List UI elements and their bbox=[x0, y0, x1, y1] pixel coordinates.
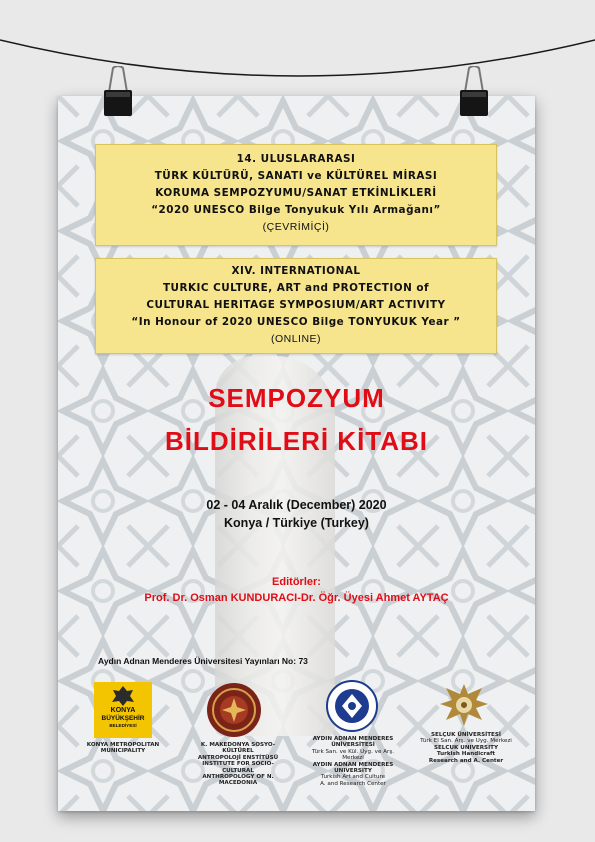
publisher-note: Aydın Adnan Menderes Üniversitesi Yayınları No: 73 bbox=[98, 656, 308, 666]
box-tr-line4: “2020 UNESCO Bilge Tonyukuk Yılı Armağanı” bbox=[151, 204, 441, 216]
adu-caption-line4: AYDIN ADNAN MENDERES bbox=[312, 761, 394, 768]
konya-caption-line1: KONYA METROPOLITAN bbox=[86, 742, 160, 748]
selcuk-university-logo bbox=[438, 680, 490, 730]
macedonia-caption-line4: ANTHROPOLOGY OF N. MACEDONIA bbox=[202, 774, 274, 787]
adu-caption-line7: A. and Research Center bbox=[320, 780, 386, 787]
konya-caption bbox=[80, 742, 166, 755]
konya-badge-line1: KONYA bbox=[110, 707, 136, 714]
selcuk-caption-line1: SELÇUK ÜNİVERSİTESİ bbox=[431, 732, 501, 738]
adu-caption-line5: UNIVERSITY bbox=[334, 768, 372, 775]
adnan-menderes-university-logo bbox=[326, 680, 378, 732]
turkish-title-box bbox=[95, 144, 497, 246]
macedonia-caption-line2: ANTROPOLOJİ ENSTİTÜSÜ bbox=[197, 754, 279, 761]
konya-badge-line2: BÜYÜKŞEHİR bbox=[101, 715, 145, 722]
selcuk-caption-line4: Turkish Handicraft bbox=[436, 751, 496, 758]
selcuk-caption-line2: Türk El San. Arş. ve Uyg. Merkezi bbox=[420, 738, 512, 745]
adnan-menderes-caption bbox=[308, 736, 398, 787]
main-title-line2: BİLDİRİLERİ KİTABI bbox=[164, 426, 429, 456]
english-title-box bbox=[95, 258, 497, 354]
box-en-line4: “In Honour of 2020 UNESCO Bilge TONYUKUK Year ” bbox=[131, 316, 461, 328]
poster bbox=[58, 96, 535, 811]
main-title-line1: SEMPOZYUM bbox=[208, 383, 385, 413]
box-en-line3: CULTURAL HERITAGE SYMPOSIUM/ART ACTIVITY bbox=[146, 299, 446, 311]
adu-caption-line3: Türk San. ve Kül. Uyg. ve Arş. Merkezi bbox=[311, 748, 395, 762]
date-line: 02 - 04 Aralık (December) 2020 bbox=[206, 498, 387, 512]
box-tr-line5: (ÇEVRİMİÇİ) bbox=[262, 221, 330, 233]
editors-label: Editörler: bbox=[272, 576, 321, 588]
right-binder-clip-icon bbox=[459, 66, 489, 118]
selcuk-caption-line5: Research and A. Center bbox=[428, 757, 504, 764]
macedonia-caption-line3: INSTITUTE FOR SOCIO-CULTURAL bbox=[202, 761, 274, 774]
konya-emblem-icon bbox=[110, 685, 136, 707]
box-en-line5: (ONLINE) bbox=[270, 333, 322, 345]
konya-badge-line3: BELEDİYESİ bbox=[109, 722, 137, 728]
konya-municipality-logo bbox=[94, 682, 152, 738]
adu-caption-line1: AYDIN ADNAN MENDERES bbox=[312, 736, 394, 742]
adu-caption-line2: ÜNİVERSİTESİ bbox=[331, 742, 375, 749]
macedonia-caption bbox=[190, 742, 286, 787]
macedonia-caption-line1: K. MAKEDONYA SOSYO-KÜLTÜREL bbox=[200, 742, 276, 755]
box-tr-line2: TÜRK KÜLTÜRÜ, SANATI ve KÜLTÜREL MİRASI bbox=[154, 170, 438, 182]
editors-names: Prof. Dr. Osman KUNDURACI-Dr. Öğr. Üyesi Ahmet AYTAÇ bbox=[144, 592, 449, 604]
box-en-line1: XIV. INTERNATIONAL bbox=[231, 265, 361, 277]
macedonia-institute-logo bbox=[206, 682, 262, 738]
left-binder-clip-icon bbox=[103, 66, 133, 118]
selcuk-caption-line3: SELCUK UNIVERSITY bbox=[433, 744, 499, 751]
location-line: Konya / Türkiye (Turkey) bbox=[224, 516, 369, 530]
selcuk-caption bbox=[420, 732, 512, 764]
konya-caption-line2: MUNICIPALITY bbox=[100, 748, 146, 755]
adu-caption-line6: Turkish Art and Culture bbox=[320, 774, 386, 781]
box-tr-line3: KORUMA SEMPOZYUMU/SANAT ETKİNLİKLERİ bbox=[155, 187, 437, 199]
box-en-line2: TURKIC CULTURE, ART and PROTECTION of bbox=[162, 282, 430, 294]
box-tr-line1: 14. ULUSLARARASI bbox=[236, 153, 356, 165]
